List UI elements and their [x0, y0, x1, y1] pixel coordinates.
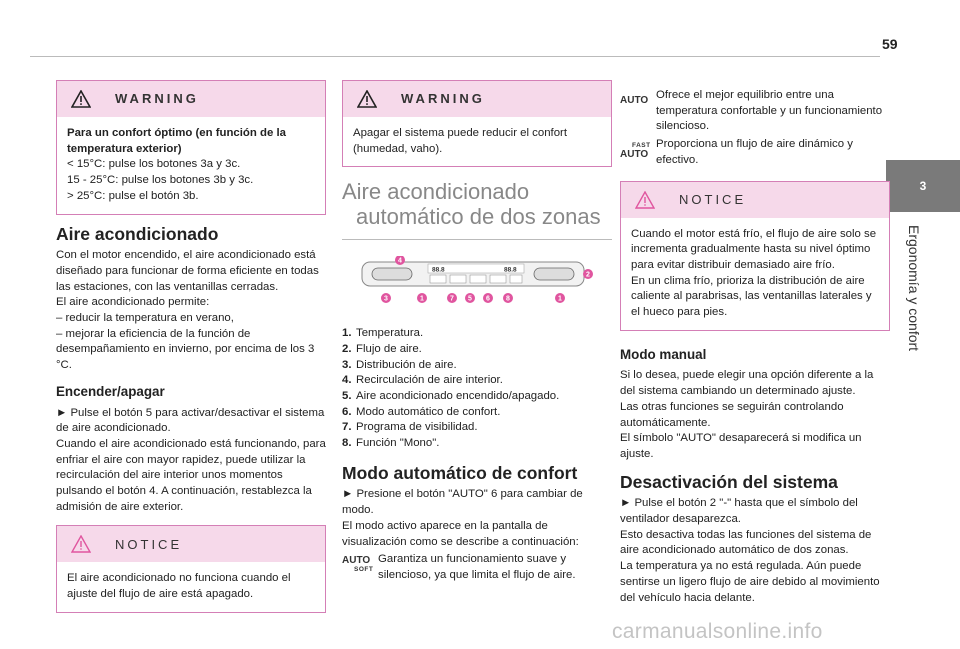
callout-2: [583, 269, 593, 279]
list-item: 8. Función "Mono".: [342, 437, 440, 450]
svg-text:1: 1: [420, 295, 424, 303]
auto-paragraph: ► Presione el botón "AUTO" 6 para cambiar de modo.: [342, 488, 583, 517]
auto-icon: AUTO: [620, 95, 649, 106]
panel-button: [470, 275, 486, 283]
warning-line: > 25°C: pulse el botón 3b.: [67, 189, 199, 202]
subheading-onoff: Encender/apagar: [56, 383, 165, 399]
warning-box: [342, 80, 612, 167]
notice-text: El aire acondicionado no funciona cuando el ajuste del flujo de aire está apagado.: [67, 572, 291, 601]
mode-auto-text: Ofrece el mejor equilibrio entre una temperatura confortable y un funcionamiento silencioso.: [656, 89, 883, 133]
warning-line: < 15°C: pulse los botones 3a y 3c.: [67, 158, 241, 171]
notice-box: [56, 525, 326, 612]
chapter-tab[interactable]: 3: [886, 160, 960, 212]
right-knob: [534, 268, 574, 280]
svg-text:2: 2: [586, 271, 590, 279]
mode-fast-text: Proporciona un flujo de aire dinámico y efectivo.: [656, 138, 853, 166]
ac-item: – reducir la temperatura en verano,: [56, 312, 234, 325]
warning-line: 15 - 25°C: pulse los botones 3b y 3c.: [67, 174, 254, 187]
top-rule: [30, 56, 880, 57]
chapter-title: Ergonomía y confort: [906, 225, 922, 352]
list-item: 2. Flujo de aire.: [342, 342, 422, 355]
page-number: 59: [882, 36, 898, 52]
notice-label: NOTICE: [679, 191, 747, 207]
panel-button: [450, 275, 466, 283]
section-rule: [342, 239, 612, 240]
column-2: [342, 80, 612, 584]
column-3: [620, 86, 890, 606]
svg-text:1: 1: [558, 295, 562, 303]
notice-header: [621, 182, 889, 218]
svg-text:8: 8: [506, 295, 510, 303]
warning-header: [57, 81, 325, 117]
manual-paragraph: Las otras funciones se seguirán controlando automáticamente.: [620, 400, 844, 429]
panel-button: [510, 275, 522, 283]
callout-6: [483, 293, 493, 303]
list-item: 5. Aire acondicionado encendido/apagado.: [342, 389, 560, 402]
list-item: 7. Programa de visibilidad.: [342, 421, 478, 434]
manual-paragraph: El símbolo "AUTO" desaparecerá si modifica un ajuste.: [620, 432, 862, 460]
control-panel-diagram: [358, 256, 594, 306]
onoff-paragraph: Cuando el aire acondicionado está funcionando, para enfriar el aire con mayor rapidez, puede utilizar la recirculación del aire interior unos momentos pulsando el botón 4. A continuación, restablezca la admisión de aire exterior.: [56, 437, 326, 513]
auto-fast-icon: FAST AUTO: [620, 142, 651, 161]
mode-auto: [620, 88, 890, 135]
list-item: 1. Temperatura.: [342, 327, 424, 340]
list-item: 3. Distribución de aire.: [342, 358, 457, 371]
section-heading-auto: Modo automático de confort: [342, 462, 578, 483]
warning-label: WARNING: [401, 91, 485, 107]
notice-header: [57, 526, 325, 562]
notice-label: NOTICE: [115, 536, 183, 552]
warning-triangle-icon: [71, 90, 91, 108]
display-readout-left: 88.8: [432, 266, 445, 274]
deact-paragraph: ► Pulse el botón 2 "-" hasta que el símbolo del ventilador desaparezca.: [620, 497, 858, 526]
notice-text: Cuando el motor está frío, el flujo de aire solo se incrementa gradualmente hasta su nivel óptimo para evitar distribuir demasiado aire frío.: [631, 227, 877, 271]
list-item: 4. Recirculación de aire interior.: [342, 374, 503, 387]
callout-7: [447, 293, 457, 303]
ac-allows: El aire acondicionado permite:: [56, 296, 210, 309]
callout-1: [417, 293, 427, 303]
warning-title: Para un confort óptimo (en función de la temperatura exterior): [67, 127, 286, 155]
notice-box: [620, 181, 890, 331]
auto-soft-icon: AUTO SOFT: [342, 555, 374, 574]
callout-5: [465, 293, 475, 303]
mode-fast: [620, 137, 890, 168]
section-heading-ac: Aire acondicionado: [56, 223, 219, 244]
warning-text: Apagar el sistema puede reducir el confort (humedad, vaho).: [353, 127, 568, 155]
column-1: [56, 80, 326, 625]
svg-text:3: 3: [384, 295, 388, 303]
watermark: carmanualsonline.info: [612, 620, 823, 643]
notice-text: En un clima frío, prioriza la distribución de aire caliente al parabrisas, las ventanillas laterales y el hueco para pies.: [631, 274, 872, 319]
callout-8: [503, 293, 513, 303]
deact-paragraph: Esto desactiva todas las funciones del sistema de aire acondicionado automático de dos zonas.: [620, 528, 872, 557]
section-title-line: automático de dos zonas: [356, 204, 601, 230]
manual-paragraph: Si lo desea, puede elegir una opción diferente a la del sistema cambiando un determinado ajuste.: [620, 369, 874, 398]
notice-triangle-icon: [71, 535, 91, 553]
left-knob: [372, 268, 412, 280]
warning-box: [56, 80, 326, 215]
auto-paragraph: El modo activo aparece en la pantalla de visualización como se describe a continuación:: [342, 519, 579, 548]
section-heading-deactivation: Desactivación del sistema: [620, 471, 838, 492]
display-readout-right: 88.8: [504, 266, 517, 274]
section-title-line: Aire acondicionado: [342, 179, 530, 205]
deact-paragraph: La temperatura ya no está regulada. Aún puede sentirse un ligero flujo de aire debido al movimiento del vehículo hacia delante.: [620, 560, 880, 604]
section-title-dual-zone: [342, 179, 612, 229]
svg-text:5: 5: [468, 295, 472, 303]
callout-3: [381, 293, 391, 303]
notice-triangle-icon: [635, 191, 655, 209]
ac-paragraph: Con el motor encendido, el aire acondicionado está diseñado para funcionar de forma eficiente en todas las estaciones, con las ventanillas cerradas.: [56, 249, 319, 293]
control-legend-list: [342, 326, 612, 452]
warning-header: [343, 81, 611, 117]
onoff-paragraph: ► Pulse el botón 5 para activar/desactivar el sistema de aire acondicionado.: [56, 406, 325, 435]
ac-item: – mejorar la eficiencia de la función de desempañamiento en invierno, por encima de los 3 °C.: [56, 327, 315, 372]
warning-triangle-icon: [357, 90, 377, 108]
mode-soft: [342, 552, 612, 583]
callout-1-right: [555, 293, 565, 303]
svg-text:6: 6: [486, 295, 490, 303]
panel-button: [430, 275, 446, 283]
list-item: 6. Modo automático de confort.: [342, 405, 501, 418]
panel-button: [490, 275, 506, 283]
svg-text:7: 7: [450, 295, 454, 303]
warning-label: WARNING: [115, 91, 199, 107]
svg-text:4: 4: [398, 257, 402, 265]
subheading-manual: Modo manual: [620, 346, 707, 362]
mode-soft-text: Garantiza un funcionamiento suave y silencioso, ya que limita el flujo de aire.: [378, 553, 576, 581]
